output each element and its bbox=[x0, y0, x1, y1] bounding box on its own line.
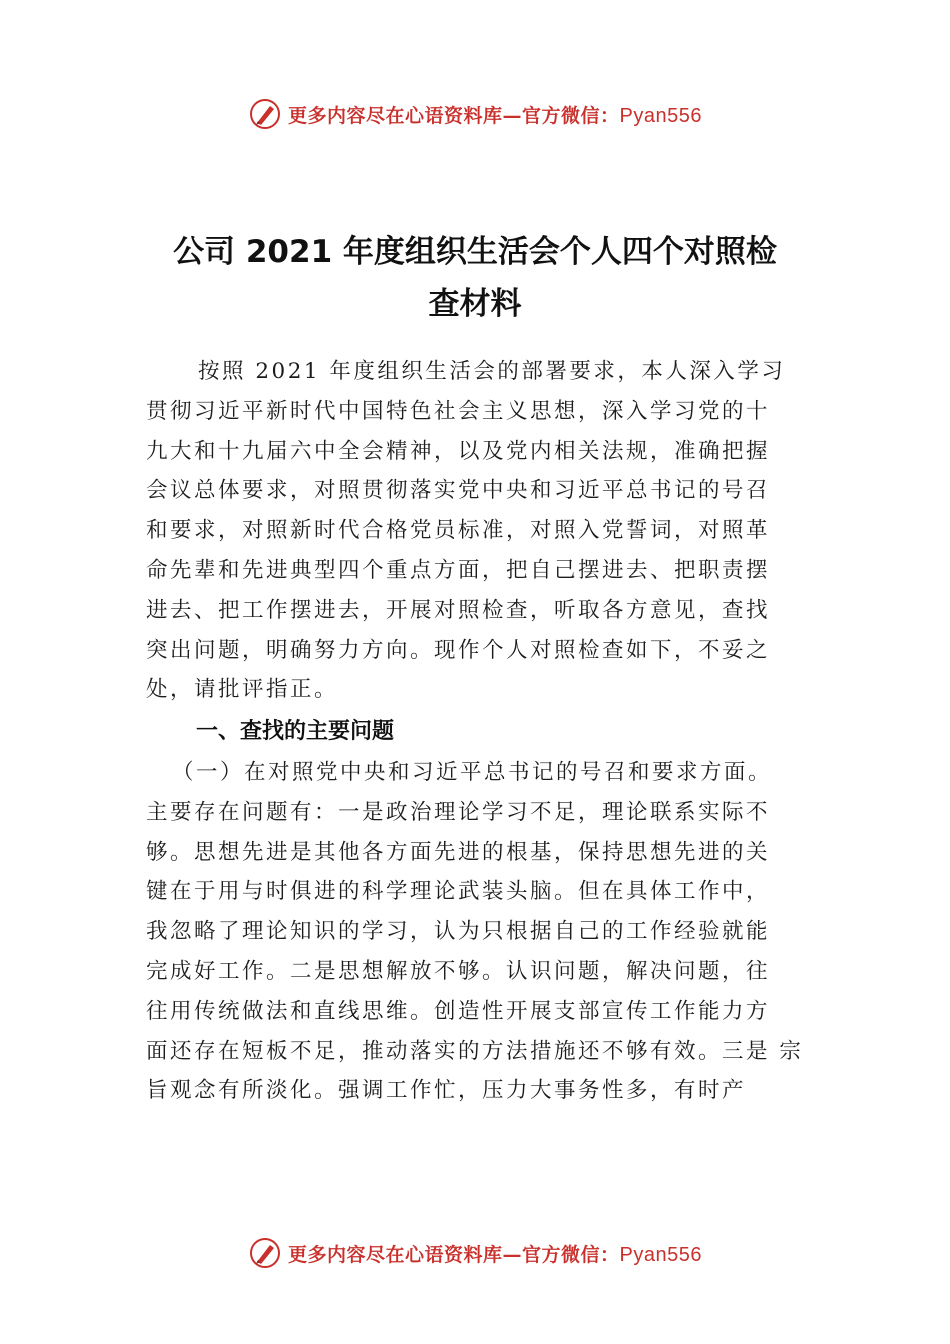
paragraph-problems bbox=[146, 753, 836, 1111]
pen-logo-icon bbox=[248, 1236, 282, 1270]
section-heading: 一、查找的主要问题 bbox=[196, 719, 395, 744]
text-line: 键在于用与时俱进的科学理论武装头脑。但在具体工作中， bbox=[146, 879, 771, 905]
title-line: 查材料 bbox=[428, 286, 522, 322]
text-line: 突出问题，明确努力方向。现作个人对照检查如下，不妥之 bbox=[146, 637, 771, 663]
text-line: 往用传统做法和直线思维。创造性开展支部宣传工作能力方 bbox=[146, 998, 771, 1024]
wechat-id: Pyan556 bbox=[619, 1243, 702, 1266]
text-line: 够。思想先进是其他各方面先进的根基，保持思想先进的关 bbox=[146, 839, 771, 865]
title-line: 公司 2021 年度组织生活会个人四个对照检 bbox=[173, 234, 777, 270]
text-line: 处，请批评指正。 bbox=[146, 677, 339, 703]
watermark-header bbox=[0, 94, 950, 134]
wechat-id: Pyan556 bbox=[619, 104, 702, 127]
text-line: 进去、把工作摆进去，开展对照检查，听取各方意见，查找 bbox=[146, 597, 771, 623]
paragraph-intro bbox=[146, 352, 836, 710]
text-line: 会议总体要求，对照贯彻落实党中央和习近平总书记的号召 bbox=[146, 478, 771, 504]
text-line: （一）在对照党中央和习近平总书记的号召和要求方面。 bbox=[172, 760, 773, 785]
watermark-text: 更多内容尽在心语资料库—官方微信：Pyan556 bbox=[288, 104, 702, 127]
text-line: 命先辈和先进典型四个重点方面，把自己摆进去、把职责摆 bbox=[146, 557, 771, 583]
text-line: 九大和十九届六中全会精神，以及党内相关法规，准确把握 bbox=[146, 438, 771, 464]
watermark-footer bbox=[0, 1233, 950, 1273]
text-line: 面还存在短板不足，推动落实的方法措施还不够有效。三是 宗 bbox=[146, 1038, 804, 1064]
text-line: 和要求，对照新时代合格党员标准，对照入党誓词，对照革 bbox=[146, 518, 771, 544]
watermark-text: 更多内容尽在心语资料库—官方微信：Pyan556 bbox=[288, 1243, 702, 1266]
text-line: 贯彻习近平新时代中国特色社会主义思想，深入学习党的十 bbox=[146, 398, 771, 424]
text-line: 按照 2021 年度组织生活会的部署要求，本人深入学习 bbox=[198, 359, 786, 384]
text-line: 旨观念有所淡化。强调工作忙，压力大事务性多，有时产 bbox=[146, 1078, 747, 1104]
text-line: 我忽略了理论知识的学习，认为只根据自己的工作经验就能 bbox=[146, 919, 771, 945]
text-line: 主要存在问题有：一是政治理论学习不足，理论联系实际不 bbox=[146, 799, 771, 825]
pen-logo-icon bbox=[248, 97, 282, 131]
document-title bbox=[120, 226, 830, 330]
text-line: 完成好工作。二是思想解放不够。认识问题，解决问题，往 bbox=[146, 958, 771, 984]
